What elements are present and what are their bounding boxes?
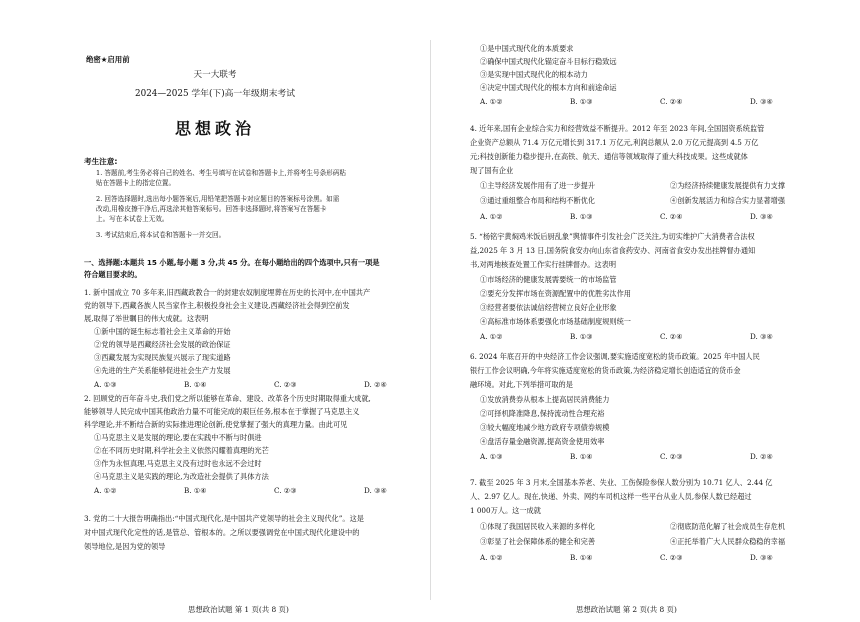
- option-statement: ③通过重组整合布局和结构不断优化: [480, 196, 596, 205]
- option-statement: ①体现了我国居民收入来源的多样化: [480, 522, 596, 531]
- option-statement: ②要充分发挥市场在资源配置中的优胜劣汰作用: [480, 289, 631, 298]
- question-text: 科学理论,并不断结合新的实际推进理论创新,使党掌握了强大的真理力量。由此可见: [84, 420, 348, 429]
- choice-b: B. ①④: [184, 486, 207, 495]
- choice-d: D. ③④: [364, 486, 387, 495]
- option-statement: ②可择机降准降息,保持流动性合理充裕: [480, 409, 605, 418]
- question-text: 5. “杨铭宇黄焖鸡米饭后厨乱象”舆情事件引发社会广泛关注,为切实维护广大消费者合法权: [470, 232, 755, 241]
- option-statement: ①新中国的诞生标志着社会主义革命的开始: [94, 327, 231, 336]
- choice-d: D. ③④: [750, 332, 773, 341]
- question-text: 1 000万人。这一成就: [470, 506, 541, 515]
- choice-b: B. ①④: [570, 553, 593, 562]
- option-statement: ④创新发展活力和综合实力显著增强: [670, 196, 786, 205]
- option-statement: ④盘活存量金融资源,提高资金使用效率: [480, 437, 605, 446]
- question-text: 3. 党的二十大报告明确指出:“中国式现代化,是中国共产党领导的社会主义现代化”。这是: [84, 514, 364, 523]
- option-statement: ②党的领导是西藏经济社会发展的政治保证: [94, 340, 231, 349]
- choice-c: C. ②③: [660, 553, 683, 562]
- option-statement: ①发放消费券从根本上提高居民消费能力: [480, 395, 610, 404]
- option-statement: ④高标准市场体系要强化市场基础制度规则统一: [480, 317, 631, 326]
- notes-heading: 考生注意:: [84, 157, 118, 166]
- page-2: [430, 0, 860, 622]
- question-text: 2. 回顾党的百年奋斗史,我们党之所以能够在革命、建设、改革各个历史时期取得重大成就,: [84, 394, 371, 403]
- option-statement: ③作为永恒真理,马克思主义没有过时也永远不会过时: [94, 459, 262, 468]
- exam-organizer: 天一大联考: [193, 70, 237, 80]
- option-statement: ③西藏发展为实现民族复兴展示了现实道路: [94, 353, 231, 362]
- option-statement: ②彻底防范化解了社会成员生存危机: [670, 522, 786, 531]
- choice-d: D. ②④: [750, 452, 773, 461]
- option-statement: ①马克思主义是发展的理论,要在实践中不断与时俱进: [94, 433, 262, 442]
- question-text: 元;科技创新能力稳步提升,在高铁、航天、通信等领域取得了重大科技成果。这些成就体: [470, 152, 748, 161]
- question-text: 7. 截至 2025 年 3 月末,全国基本养老、失业、工伤保险参保人数分别为 10.71 亿人、2.44 亿: [470, 478, 773, 487]
- option-statement: ③较大幅度地减少地方政府专项债券规模: [480, 423, 610, 432]
- question-text: 书,对两地核查处置工作实行挂牌督办。这表明: [470, 260, 617, 269]
- option-statement: ④先进的生产关系能够促进社会生产力发展: [94, 366, 231, 375]
- option-statement: ①市场经济的健康发展需要统一的市场监管: [480, 275, 617, 284]
- choice-c: C. ②④: [660, 97, 683, 106]
- choice-a: A. ①②: [480, 212, 503, 221]
- choice-d: D. ③④: [750, 212, 773, 221]
- choice-b: B. ①④: [570, 452, 593, 461]
- choice-c: C. ②④: [660, 332, 683, 341]
- question-text: 能够领导人民完成中国其他政治力量不可能完成的艰巨任务,根本在于掌握了马克思主义: [84, 407, 360, 416]
- question-text: 融环境。对此,下列举措可取的是: [470, 380, 573, 389]
- question-text: 领导地位,是因为党的领导: [84, 542, 166, 551]
- option-statement: ①是中国式现代化的本质要求: [480, 44, 574, 53]
- note-line: 改动,用橡皮擦干净后,再选涂其他答案标号。回答非选择题时,将答案写在答题卡: [96, 205, 327, 213]
- section-line: 一、选择题:本题共 15 小题,每小题 3 分,共 45 分。在每小题给出的四个选项中,只有一项是: [84, 258, 380, 267]
- option-statement: ③彰显了社会保障体系的健全和完善: [480, 537, 596, 546]
- section-line: 符合题目要求的。: [84, 270, 142, 279]
- page-footer: 思想政治试题 第 1 页(共 8 页): [188, 605, 289, 614]
- question-text: 银行工作会议明确,今年将实施适度宽松的货币政策,为经济稳定增长创造适宜的货币金: [470, 366, 741, 375]
- exam-title: 2024—2025 学年(下)高一年级期末考试: [135, 89, 295, 99]
- note-line: 2. 回答选择题时,选出每小题答案后,用铅笔把答题卡对应题目的答案标号涂黑。如需: [96, 195, 340, 203]
- question-text: 6. 2024 年底召开的中央经济工作会议强调,要实施适度宽松的货币政策。2025 年中国人民: [470, 352, 760, 361]
- choice-b: B. ①③: [570, 97, 593, 106]
- question-text: 对中国式现代化定性的话,是管总、管根本的。之所以要强调党在中国式现代化建设中的: [84, 528, 360, 537]
- question-text: 1. 新中国成立 70 多年来,旧西藏政教合一的封建农奴制度埋葬在历史的长河中,在中国共产: [84, 288, 371, 297]
- option-statement: ②在不同历史时期,科学社会主义依然闪耀着真理的光芒: [94, 446, 269, 455]
- choice-a: A. ①②: [480, 553, 503, 562]
- note-line: 3. 考试结束后,将本试卷和答题卡一并交回。: [96, 231, 226, 239]
- choice-d: D. ③④: [750, 553, 773, 562]
- option-statement: ③是实现中国式现代化的根本动力: [480, 70, 588, 79]
- page-footer: 思想政治试题 第 2 页(共 8 页): [576, 605, 677, 614]
- option-statement: ③经营者要依法诚信经营树立良好企业形象: [480, 303, 617, 312]
- option-statement: ②确保中国式现代化锚定奋斗目标行稳致远: [480, 57, 617, 66]
- choice-a: A. ①③: [94, 380, 117, 389]
- choice-c: C. ②③: [660, 452, 683, 461]
- question-text: 企业资产总额从 71.4 万亿元增长到 317.1 万亿元,利润总额从 2.0 万亿元提高到 4.5 万亿: [470, 138, 759, 147]
- choice-c: C. ②③: [274, 380, 297, 389]
- question-text: 展,取得了举世瞩目的伟大成就。这表明: [84, 314, 209, 323]
- note-line: 贴在答题卡上的指定位置。: [96, 179, 176, 187]
- choice-b: B. ①④: [184, 380, 207, 389]
- option-statement: ④决定中国式现代化的根本方向和前途命运: [480, 83, 617, 92]
- question-text: 党的领导下,西藏各族人民当家作主,积极投身社会主义建设,西藏经济社会得到空前发: [84, 301, 350, 310]
- question-text: 现了国有企业: [470, 166, 514, 175]
- choice-b: B. ①③: [570, 332, 593, 341]
- note-line: 上。写在本试卷上无效。: [96, 215, 169, 223]
- question-text: 益,2025 年 3 月 13 日,国务院食安办向山东省食药安办、河南省食安办发出挂牌督办通知: [470, 246, 756, 255]
- question-text: 4. 近年来,国有企业综合实力和经营效益不断提升。2012 年至 2023 年间,全国国资系统监管: [470, 124, 765, 133]
- choice-b: B. ①③: [570, 212, 593, 221]
- choice-a: A. ①②: [480, 332, 503, 341]
- choice-d: D. ②④: [364, 380, 387, 389]
- choice-a: A. ①②: [94, 486, 117, 495]
- option-statement: ④马克思主义是实践的理论,为改造社会提供了具体方法: [94, 472, 269, 481]
- question-text: 人、2.97 亿人。现在,快递、外卖、网约车司机这样一些平台从业人员,参保人数已经超过: [470, 492, 752, 501]
- option-statement: ②为经济持续健康发展提供有力支撑: [670, 181, 786, 190]
- option-statement: ④正托举着广大人民群众稳稳的幸福: [670, 537, 786, 546]
- choice-a: A. ①③: [480, 452, 503, 461]
- choice-a: A. ①②: [480, 97, 503, 106]
- subject-title: 思想政治: [174, 119, 255, 138]
- option-statement: ①主导经济发展作用有了进一步提升: [480, 181, 596, 190]
- confidential-seal: 绝密★启用前: [86, 55, 130, 64]
- note-line: 1. 答题前,考生务必将自己的姓名、考生号填写在试卷和答题卡上,并将考生号条形码粘: [96, 169, 346, 177]
- choice-c: C. ②④: [660, 212, 683, 221]
- choice-c: C. ②③: [274, 486, 297, 495]
- choice-d: D. ③④: [750, 97, 773, 106]
